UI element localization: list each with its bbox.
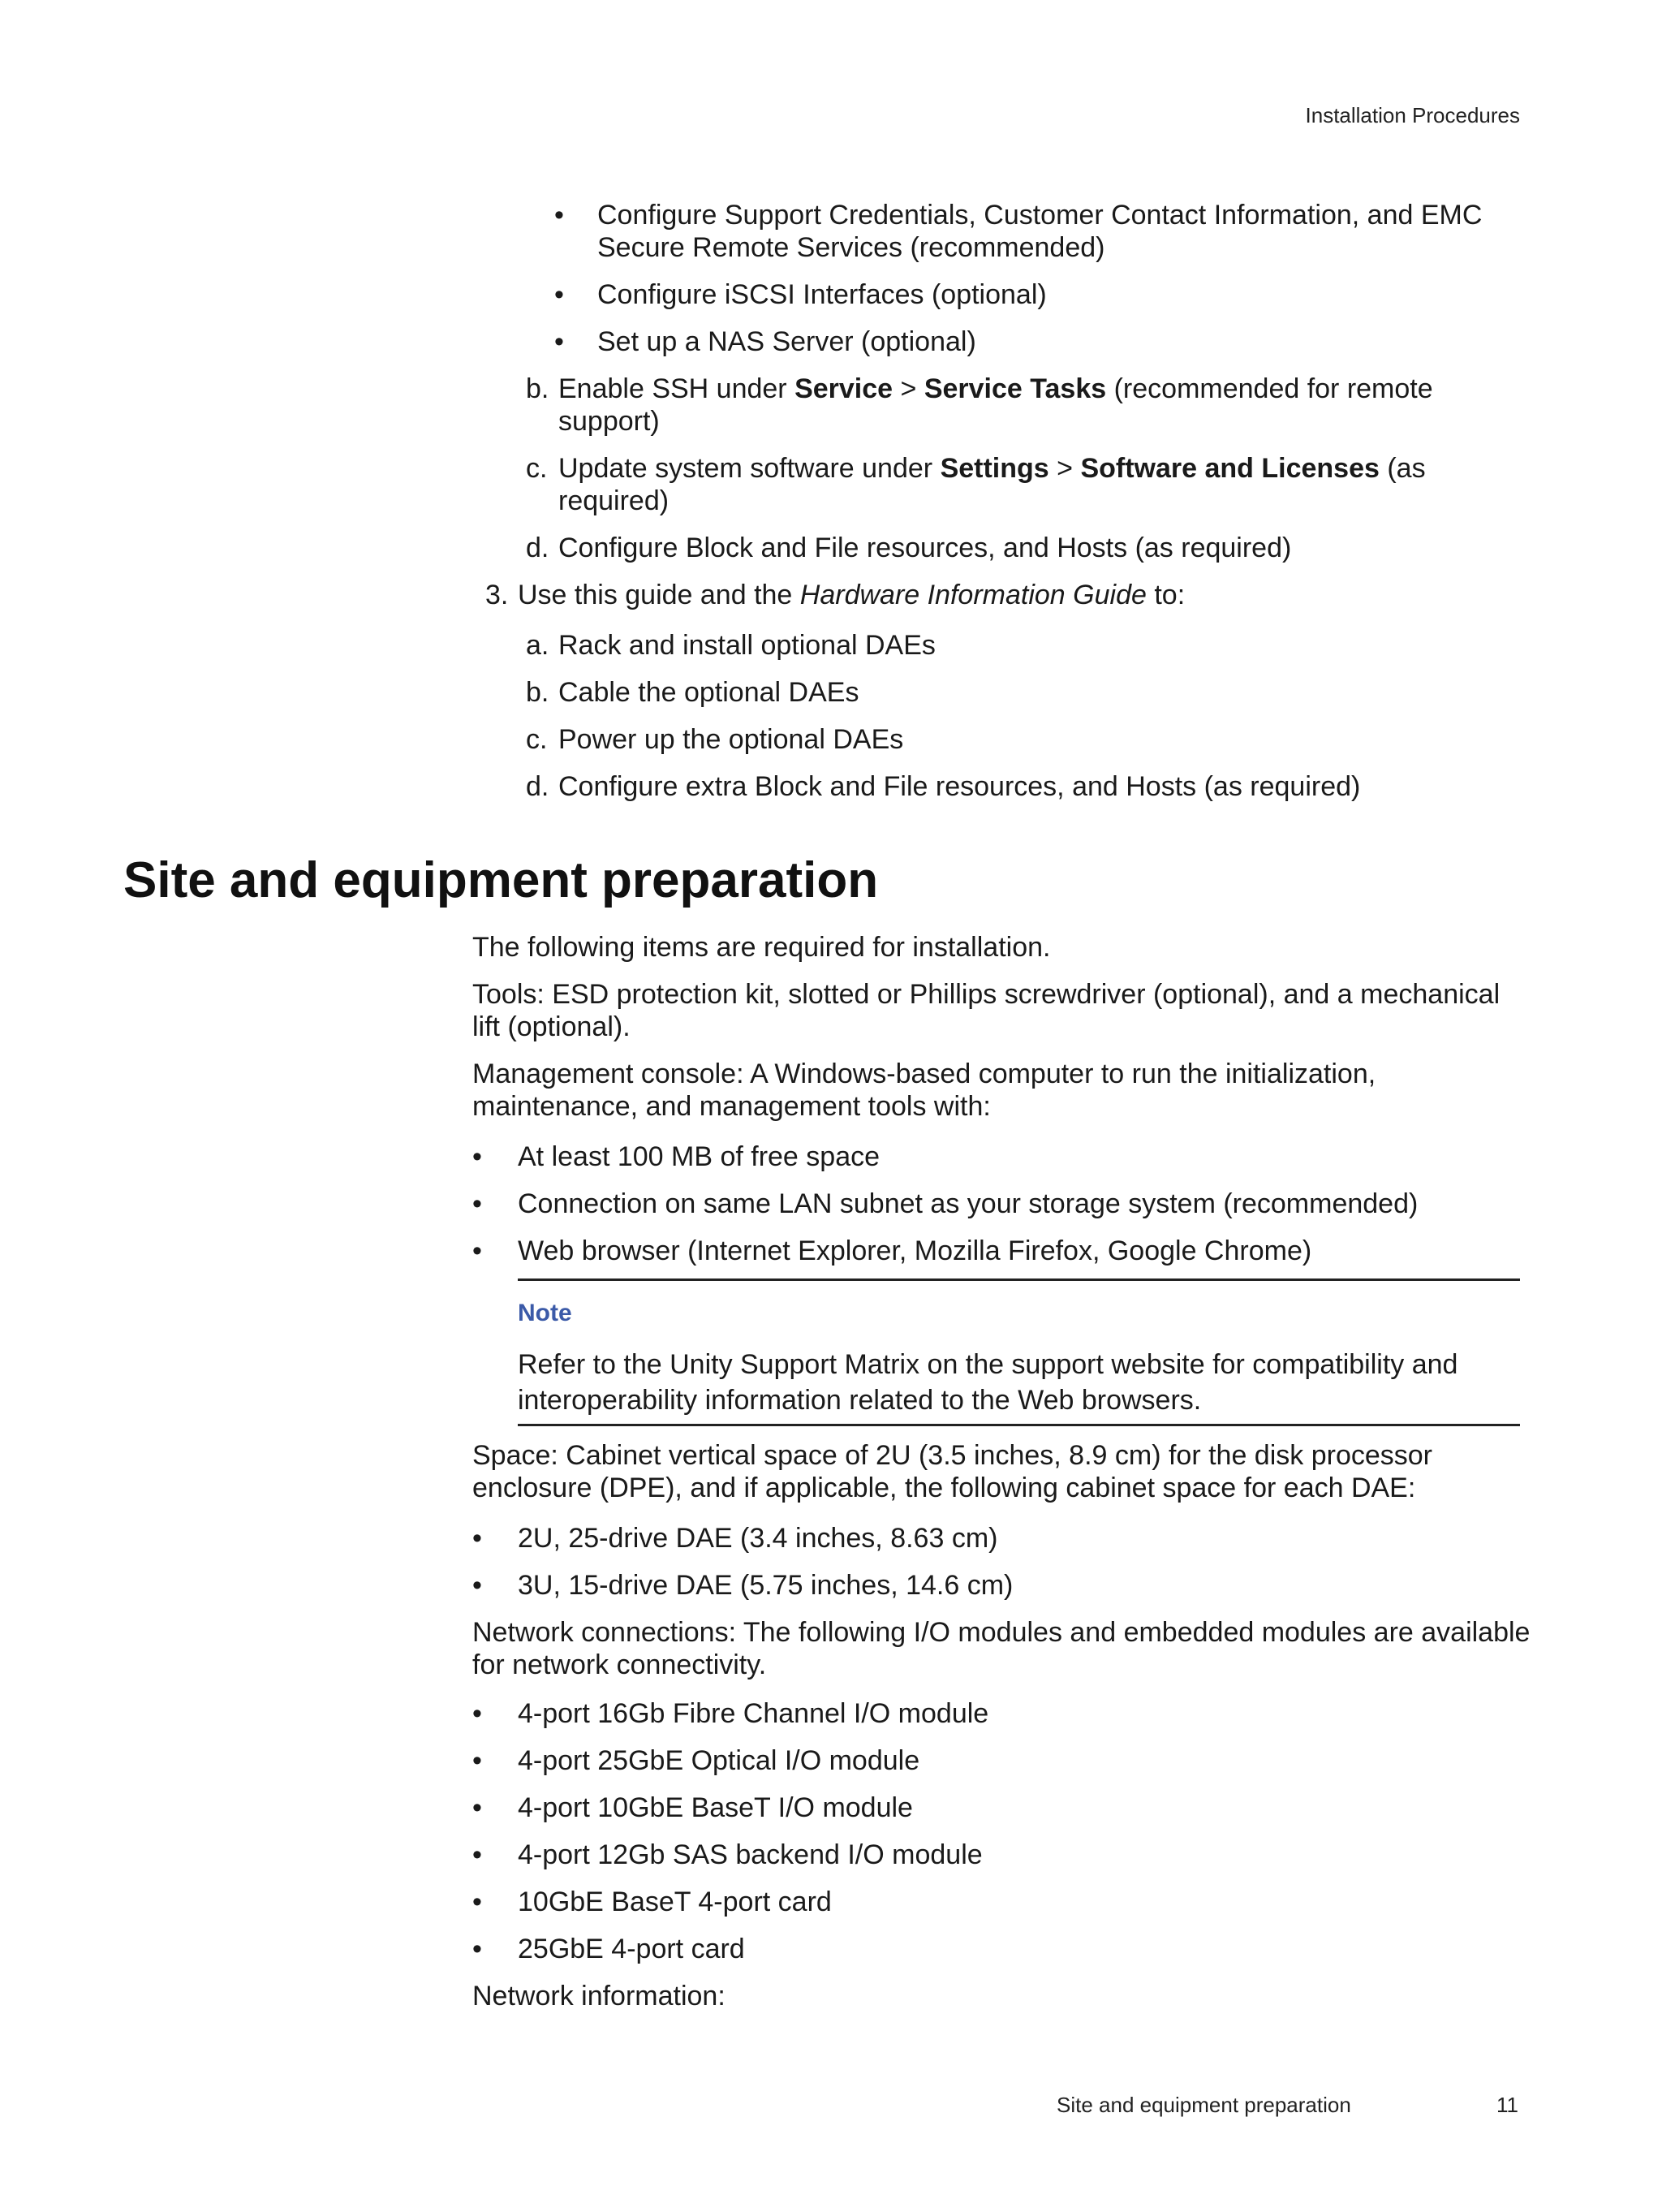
list-item: 4-port 25GbE Optical I/O module bbox=[518, 1745, 920, 1776]
bullet-icon: • bbox=[472, 1698, 482, 1729]
intro-paragraph: The following items are required for installation. bbox=[472, 932, 1051, 963]
list-item: 3U, 15-drive DAE (5.75 inches, 14.6 cm) bbox=[518, 1570, 1014, 1601]
list-item: Configure Support Credentials, Customer Contact Information, and EMC bbox=[597, 200, 1483, 231]
list-item: Set up a NAS Server (optional) bbox=[597, 326, 976, 357]
list-item: 25GbE 4-port card bbox=[518, 1934, 745, 1964]
note-text: Refer to the Unity Support Matrix on the support website for compatibility and bbox=[518, 1349, 1458, 1380]
bullet-icon: • bbox=[554, 326, 564, 357]
item-b-marker: b. bbox=[526, 373, 549, 404]
list-item: Connection on same LAN subnet as your storage system (recommended) bbox=[518, 1188, 1419, 1219]
network-paragraph: Network connections: The following I/O modules and embedded modules are available bbox=[472, 1617, 1531, 1648]
step-3a-text: Rack and install optional DAEs bbox=[558, 630, 936, 661]
note-label: Note bbox=[518, 1300, 572, 1326]
bullet-icon: • bbox=[472, 1235, 482, 1266]
bullet-icon: • bbox=[472, 1886, 482, 1917]
bullet-icon: • bbox=[472, 1570, 482, 1601]
bullet-icon: • bbox=[472, 1141, 482, 1172]
list-item: 4-port 16Gb Fibre Channel I/O module bbox=[518, 1698, 989, 1729]
list-item: 10GbE BaseT 4-port card bbox=[518, 1886, 832, 1917]
item-d-marker: d. bbox=[526, 533, 549, 563]
bullet-icon: • bbox=[472, 1523, 482, 1554]
step-3b-marker: b. bbox=[526, 677, 549, 708]
bullet-icon: • bbox=[472, 1934, 482, 1964]
bullet-icon: • bbox=[554, 200, 564, 231]
space-paragraph: Space: Cabinet vertical space of 2U (3.5 inches, 8.9 cm) for the disk processor bbox=[472, 1440, 1432, 1471]
note-top-rule bbox=[518, 1278, 1520, 1281]
item-c-text: Update system software under Settings > Software and Licenses (as bbox=[558, 453, 1426, 484]
step-3-marker: 3. bbox=[485, 580, 509, 610]
note-text-line2: interoperability information related to the Web browsers. bbox=[518, 1385, 1202, 1416]
item-c-continuation: required) bbox=[558, 485, 670, 516]
console-paragraph-line2: maintenance, and management tools with: bbox=[472, 1091, 991, 1122]
list-item-continuation: Secure Remote Services (recommended) bbox=[597, 232, 1105, 263]
bullet-icon: • bbox=[472, 1839, 482, 1870]
section-heading: Site and equipment preparation bbox=[123, 852, 879, 908]
step-3b-text: Cable the optional DAEs bbox=[558, 677, 859, 708]
bullet-icon: • bbox=[472, 1792, 482, 1823]
item-b-text: Enable SSH under Service > Service Tasks (recommended for remote bbox=[558, 373, 1433, 404]
space-paragraph-line2: enclosure (DPE), and if applicable, the following cabinet space for each DAE: bbox=[472, 1473, 1416, 1503]
bullet-icon: • bbox=[472, 1188, 482, 1219]
note-bottom-rule bbox=[518, 1424, 1520, 1426]
network-info-paragraph: Network information: bbox=[472, 1981, 726, 2011]
item-d-text: Configure Block and File resources, and Hosts (as required) bbox=[558, 533, 1292, 563]
step-3d-text: Configure extra Block and File resources, and Hosts (as required) bbox=[558, 771, 1361, 802]
running-header: Installation Procedures bbox=[1305, 103, 1520, 127]
list-item: Web browser (Internet Explorer, Mozilla Firefox, Google Chrome) bbox=[518, 1235, 1312, 1266]
step-3d-marker: d. bbox=[526, 771, 549, 802]
step-3c-marker: c. bbox=[526, 724, 548, 755]
item-b-continuation: support) bbox=[558, 406, 660, 437]
console-paragraph: Management console: A Windows-based computer to run the initialization, bbox=[472, 1059, 1376, 1089]
footer-section-name: Site and equipment preparation bbox=[1057, 2093, 1351, 2117]
step-3-text: Use this guide and the Hardware Information Guide to: bbox=[518, 580, 1186, 610]
tools-paragraph-line2: lift (optional). bbox=[472, 1011, 631, 1042]
page-number: 11 bbox=[1496, 2093, 1518, 2117]
item-c-marker: c. bbox=[526, 453, 548, 484]
step-3a-marker: a. bbox=[526, 630, 549, 661]
step-3c-text: Power up the optional DAEs bbox=[558, 724, 904, 755]
tools-paragraph: Tools: ESD protection kit, slotted or Phillips screwdriver (optional), and a mechanical bbox=[472, 979, 1501, 1010]
list-item: 4-port 12Gb SAS backend I/O module bbox=[518, 1839, 983, 1870]
bullet-icon: • bbox=[554, 279, 564, 310]
list-item: Configure iSCSI Interfaces (optional) bbox=[597, 279, 1047, 310]
list-item: At least 100 MB of free space bbox=[518, 1141, 881, 1172]
network-paragraph-line2: for network connectivity. bbox=[472, 1649, 767, 1680]
list-item: 4-port 10GbE BaseT I/O module bbox=[518, 1792, 913, 1823]
bullet-icon: • bbox=[472, 1745, 482, 1776]
list-item: 2U, 25-drive DAE (3.4 inches, 8.63 cm) bbox=[518, 1523, 998, 1554]
